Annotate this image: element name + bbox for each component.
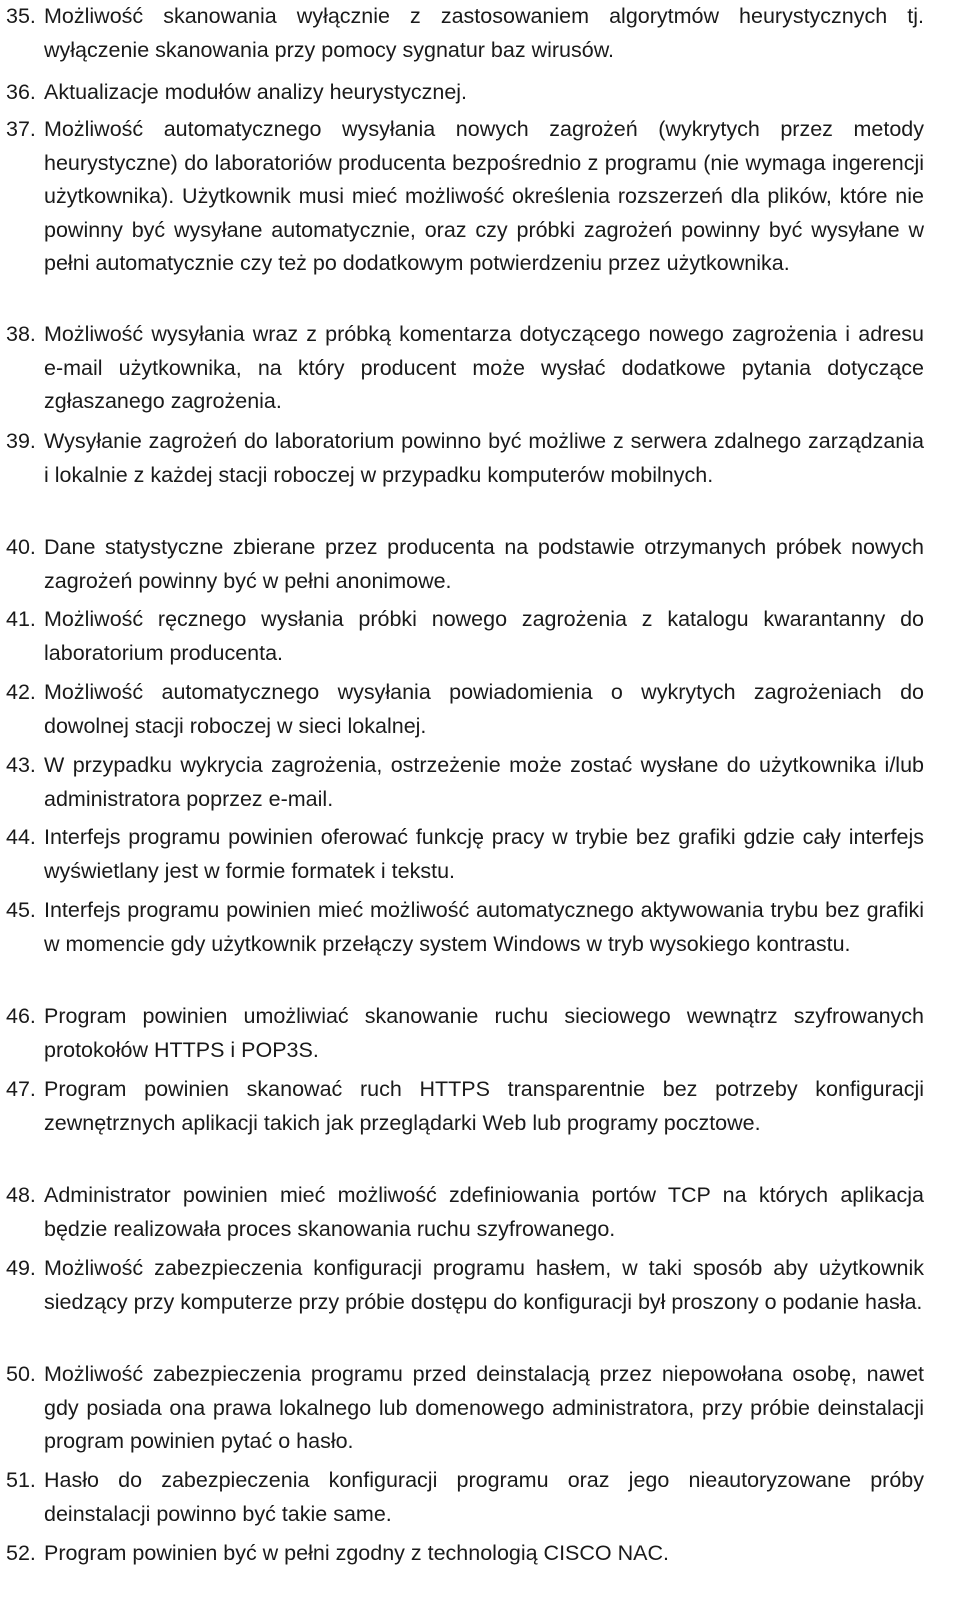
item-text: Możliwość automatycznego wysyłania powiadomienia o wykrytych zagrożeniach do dowolnej stacji roboczej w sieci lokalnej. [44,680,924,738]
item-text: Program powinien być w pełni zgodny z technologią CISCO NAC. [44,1541,669,1565]
item-text: Interfejs programu powinien mieć możliwość automatycznego aktywowania trybu bez grafiki w momencie gdy użytkownik przełączy system Windows w tryb wysokiego kontrastu. [44,898,924,956]
item-number: 48. [6,1183,36,1207]
item-text: Wysyłanie zagrożeń do laboratorium powinno być możliwe z serwera zdalnego zarządzania i lokalnie z każdej stacji roboczej w przypadku komputerów mobilnych. [44,429,924,487]
item-number: 38. [6,322,36,346]
item-number: 43. [6,753,36,777]
item-number: 50. [6,1362,36,1386]
item-text: Interfejs programu powinien oferować funkcję pracy w trybie bez grafiki gdzie cały interfejs wyświetlany jest w formie formatek i tekstu. [44,825,924,883]
item-number: 40. [6,535,36,559]
item-text: Hasło do zabezpieczenia konfiguracji programu oraz jego nieautoryzowane próby deinstalacji powinno być takie same. [44,1468,924,1526]
item-number: 44. [6,825,36,849]
item-text: Administrator powinien mieć możliwość zdefiniowania portów TCP na których aplikacja będzie realizowała proces skanowania ruchu szyfrowanego. [44,1183,924,1241]
item-text: Możliwość wysyłania wraz z próbką komentarza dotyczącego nowego zagrożenia i adresu e-mail użytkownika, na który producent może wysłać dodatkowe pytania dotyczące zgłaszanego zagrożenia. [44,322,924,414]
item-number: 39. [6,429,36,453]
item-number: 46. [6,1004,36,1028]
item-number: 51. [6,1468,36,1492]
item-number: 41. [6,607,36,631]
item-text: Program powinien umożliwiać skanowanie ruchu sieciowego wewnątrz szyfrowanych protokołów HTTPS i POP3S. [44,1004,924,1062]
item-number: 36. [6,80,36,104]
item-text: Dane statystyczne zbierane przez producenta na podstawie otrzymanych próbek nowych zagrożeń powinny być w pełni anonimowe. [44,535,924,593]
item-text: Możliwość zabezpieczenia konfiguracji programu hasłem, w taki sposób aby użytkownik siedzący przy komputerze przy próbie dostępu do konfiguracji był proszony o podanie hasła. [44,1256,924,1314]
item-number: 49. [6,1256,36,1280]
item-text: Możliwość ręcznego wysłania próbki nowego zagrożenia z katalogu kwarantanny do laboratorium producenta. [44,607,924,665]
item-number: 47. [6,1077,36,1101]
item-text: Możliwość automatycznego wysyłania nowych zagrożeń (wykrytych przez metody heurystyczne) do laboratoriów producenta bezpośrednio z programu (nie wymaga ingerencji użytkownika). Użytkownik musi mieć możliwość określenia rozszerzeń dla plików, które nie powinny być wysyłane automatycznie, oraz czy próbki zagrożeń powinny być wysyłane w pełni automatycznie czy też po dodatkowym potwierdzeniu przez użytkownika. [44,117,924,276]
item-text: Aktualizacje modułów analizy heurystycznej. [44,80,468,104]
item-number: 35. [6,4,36,28]
item-number: 37. [6,117,36,141]
item-text: Możliwość zabezpieczenia programu przed deinstalacją przez niepowołana osobę, nawet gdy posiada ona prawa lokalnego lub domenowego administratora, przy próbie deinstalacji program powinien pytać o hasło. [44,1362,924,1454]
item-text: Program powinien skanować ruch HTTPS transparentnie bez potrzeby konfiguracji zewnętrznych aplikacji takich jak przeglądarki Web lub programy pocztowe. [44,1077,924,1135]
item-number: 42. [6,680,36,704]
item-number: 52. [6,1541,36,1565]
item-number: 45. [6,898,36,922]
item-text: W przypadku wykrycia zagrożenia, ostrzeżenie może zostać wysłane do użytkownika i/lub administratora poprzez e-mail. [44,753,924,811]
item-text: Możliwość skanowania wyłącznie z zastosowaniem algorytmów heurystycznych tj. wyłączenie skanowania przy pomocy sygnatur baz wirusów. [44,4,924,62]
